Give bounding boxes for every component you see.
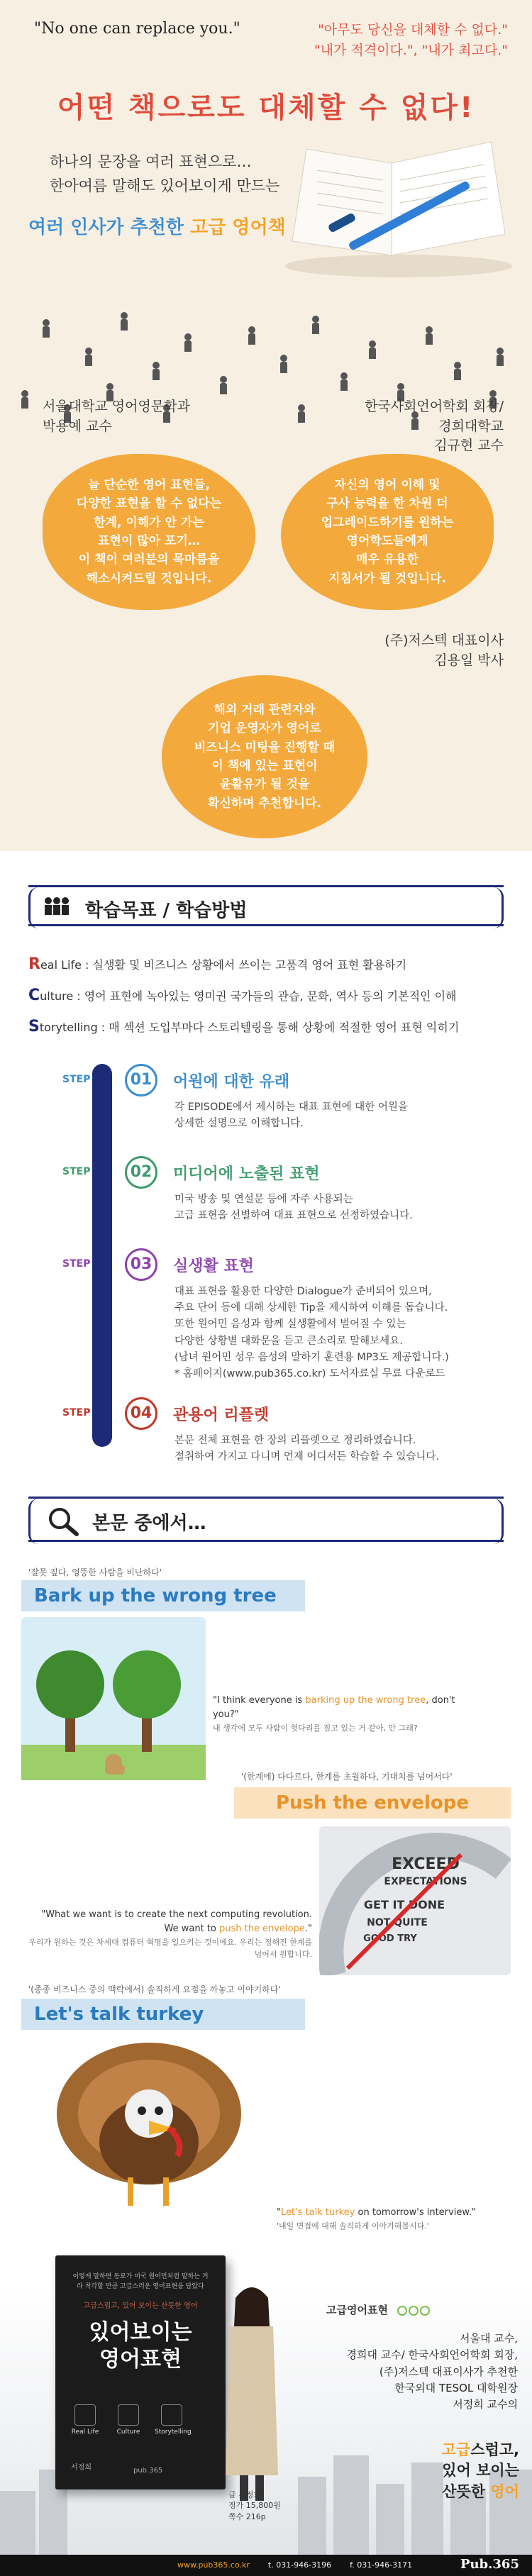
excerpt-1-banner: Bark up the wrong tree xyxy=(21,1580,305,1611)
open-book-illustration xyxy=(278,121,519,284)
book-cover-publisher: pub.365 xyxy=(133,2467,163,2475)
recommender-2-school: 경희대학교 xyxy=(438,418,504,434)
comment-line: 다양한 표현을 할 수 없다는 xyxy=(76,496,222,511)
step-body xyxy=(174,1433,501,1465)
cover-icon-storytelling xyxy=(155,2404,192,2436)
person-figure-icon xyxy=(454,362,461,380)
sign-text: EXPECTATIONS xyxy=(384,1876,467,1887)
goal-line-text: ulture : 영어 표현에 녹아있는 영미권 국가들의 관습, 문화, 역사 등의 기본적인 이해 xyxy=(40,989,457,1003)
goal-line-cap: S xyxy=(28,1018,40,1036)
magnifier-icon xyxy=(47,1506,79,1537)
comment-line: 한계, 이해가 안 가는 xyxy=(94,515,204,530)
goal-line-real-life xyxy=(28,949,511,980)
download-link[interactable]: * 홈페이지(www.pub365.co.kr) 도서자료실 무료 다운로드 xyxy=(174,1367,445,1379)
step-body-line: 또한 원어민 음성과 함께 실생활에서 벌어질 수 있는 xyxy=(174,1318,406,1331)
person-figure-icon xyxy=(426,326,433,345)
tagline-text-2: 있어 보이는 xyxy=(442,2462,519,2480)
excerpt-1-quote-highlight: barking up the wrong tree xyxy=(305,1695,426,1706)
book-cover-title-line2: 영어표현 xyxy=(99,2346,182,2372)
footer-site[interactable] xyxy=(177,2560,250,2570)
goal-line-storytelling xyxy=(28,1011,511,1043)
tagline-text-3: 산뜻한 xyxy=(442,2482,491,2500)
step-label: STEP xyxy=(62,1407,91,1419)
recommender-1-person: 박용예 교수 xyxy=(43,418,112,434)
goals-title-bar xyxy=(28,885,504,926)
step-body xyxy=(174,1284,501,1382)
goal-line-culture xyxy=(28,980,511,1011)
recommender-3-name xyxy=(384,631,504,670)
step-title: 관용어 리플렛 xyxy=(173,1406,270,1424)
excerpt-2-quote-highlight: push the envelope xyxy=(219,1923,305,1935)
people-icon xyxy=(43,896,71,917)
series-brand-label: 고급영어표현 xyxy=(326,2304,388,2316)
recommender-3-person: 김용일 박사 xyxy=(434,652,504,668)
goal-line-text: torytelling : 매 섹션 도입부마다 스토리텔링을 통해 상황에 적절한 영어 표현 익히기 xyxy=(39,1021,460,1034)
author-desc-line: 서정희 교수의 xyxy=(453,2398,518,2411)
excerpt-3-quote xyxy=(277,2206,504,2232)
quote-english: "No one can replace you." xyxy=(34,20,240,38)
excerpt-2-quote-a: "What we want is to create the next computing revolution. We want to xyxy=(41,1909,312,1935)
author-photo xyxy=(220,2277,284,2504)
person-figure-icon xyxy=(220,376,227,394)
goals-title: 학습목표 / 학습방법 xyxy=(85,900,248,921)
comment-line: 비즈니스 미팅을 진행할 때 xyxy=(194,740,336,755)
person-figure-icon xyxy=(369,340,376,359)
person-figure-icon xyxy=(298,404,305,423)
quote-korean-line2: "내가 적격이다.", "내가 최고다." xyxy=(314,42,508,58)
step-label: STEP xyxy=(62,1166,91,1177)
step-title: 미디어에 노출된 표현 xyxy=(173,1165,320,1183)
recommender-1-name xyxy=(43,397,190,436)
excerpt-3-quote-b: on tomorrow's interview." xyxy=(355,2207,476,2218)
cover-icon-label: Culture xyxy=(116,2428,140,2436)
step-number: 04 xyxy=(125,1397,157,1430)
excerpt-1-quote-korean: 내 생각에 모두 사람이 헛다리를 짚고 있는 거 같아, 안 그래? xyxy=(213,1723,418,1733)
footer-bar xyxy=(0,2555,532,2576)
goal-line-cap: R xyxy=(28,955,40,973)
step-body-line: 대표 표현을 활용한 다양한 Dialogue가 준비되어 있으며, xyxy=(174,1286,432,1297)
quote-korean-line1: "아무도 당신을 대체할 수 없다." xyxy=(318,22,508,38)
excerpt-3-quote-korean: '내일 면접에 대해 솔직하게 이야기해봅시다.' xyxy=(277,2221,429,2231)
step-body-line: 주요 단어 등에 대해 상세한 Tip을 제시하여 이해를 돕습니다. xyxy=(174,1302,448,1314)
author-desc-line: 서울대 교수, xyxy=(460,2332,518,2345)
comment-line: 확신하며 추천합니다. xyxy=(207,796,322,811)
goals-section xyxy=(0,851,532,1489)
hero-section xyxy=(0,0,532,851)
product-section xyxy=(0,2273,532,2576)
series-dots-icon xyxy=(396,2304,430,2316)
publisher-logo: Pub.365 xyxy=(460,2557,519,2572)
excerpt-3-meaning: '(종종 비즈니스 중의 맥락에서) 솔직하게 요점을 까놓고 이야기하다' xyxy=(28,1984,281,1994)
step-body-line: 각 EPISODE에서 제시하는 대표 표현에 대한 어원을 xyxy=(174,1101,408,1113)
step-body-line: 절취하여 가지고 다니며 언제 어디서든 학습할 수 있습니다. xyxy=(174,1451,440,1463)
step-body-line: 미국 방송 및 연설문 등에 자주 사용되는 xyxy=(174,1194,353,1205)
speedometer-illustration xyxy=(319,1826,511,1975)
author-desc-line: (주)저스텍 대표이사가 추천한 xyxy=(379,2365,518,2378)
comment-line: 영어학도들에게 xyxy=(346,534,428,548)
cover-icon-label: Storytelling xyxy=(155,2428,192,2436)
step-number: 02 xyxy=(125,1156,157,1189)
step-body-line: 다양한 상황별 대화문을 듣고 큰소리로 말해보세요. xyxy=(174,1335,403,1347)
footer-tel: t. 031-946-3196 xyxy=(267,2560,332,2570)
author-description xyxy=(333,2331,518,2413)
book-cover-author: 서정희 xyxy=(71,2464,92,2472)
recommender-1-comment xyxy=(43,454,255,610)
step-label: STEP xyxy=(62,1258,91,1270)
person-figure-icon xyxy=(340,372,348,391)
hero-recommended-line xyxy=(28,213,286,239)
excerpt-3-banner: Let's talk turkey xyxy=(21,1999,305,2030)
comment-line: 기업 운영자가 영어로 xyxy=(208,721,321,736)
goal-line-text: eal Life : 실생활 및 비즈니스 상황에서 쓰이는 고품격 영어 표현 활용하기 xyxy=(40,958,407,972)
recommender-3-affiliation: (주)저스텍 대표이사 xyxy=(384,633,504,648)
sign-text: NOT QUITE xyxy=(367,1917,428,1928)
step-body xyxy=(174,1192,501,1224)
hero-subtitle xyxy=(50,150,279,198)
culture-icon xyxy=(118,2404,139,2426)
comment-line: 지침서가 될 것입니다. xyxy=(328,571,447,586)
cover-icon-culture xyxy=(111,2404,145,2436)
excerpt-2-quote xyxy=(28,1908,312,1960)
comment-line: 해외 거래 관련자와 xyxy=(214,702,316,717)
excerpt-1-meaning: '잘못 짚다, 엉뚱한 사람을 비난하다' xyxy=(28,1567,162,1577)
goal-lines xyxy=(28,949,511,1043)
person-figure-icon xyxy=(153,362,160,380)
person-figure-icon xyxy=(312,316,319,334)
cover-icon-label: Real Life xyxy=(71,2428,99,2436)
step-body xyxy=(174,1099,501,1132)
comment-line: 매우 유용한 xyxy=(355,553,419,567)
sign-text: GOOD TRY xyxy=(363,1933,417,1944)
step-body-line: 고급 표현을 선별하여 대표 표현으로 선정하였습니다. xyxy=(174,1210,413,1222)
person-figure-icon xyxy=(248,326,255,345)
excerpt-1-quote xyxy=(213,1694,482,1734)
excerpt-1-quote-b: , don't you?" xyxy=(213,1695,455,1721)
comment-line: 이 책에 있는 표현이 xyxy=(211,759,318,773)
person-figure-icon xyxy=(497,348,504,366)
tagline-highlight-2: 영어 xyxy=(490,2482,519,2500)
real-life-icon xyxy=(74,2404,96,2426)
excerpt-2-banner: Push the envelope xyxy=(234,1787,511,1819)
footer-fax: f. 031-946-3171 xyxy=(350,2560,413,2570)
tagline-highlight-1: 고급 xyxy=(441,2441,471,2458)
person-figure-icon xyxy=(21,390,28,409)
recommender-2-name xyxy=(365,397,504,456)
book-cover-tagline: 이렇게 말하면 동료가 미국 원어민처럼 말하는 거라 착각할 만큼 고급스러운 영어표현을 담았다 xyxy=(72,2273,209,2290)
cover-icon-real-life xyxy=(68,2404,102,2436)
recommender-2-person: 김규현 교수 xyxy=(434,438,504,454)
book-cover xyxy=(55,2255,226,2489)
step-number: 03 xyxy=(125,1248,157,1281)
step-body-line: 상세한 설명으로 이해합니다. xyxy=(174,1118,304,1130)
steps-timeline xyxy=(92,1064,112,1447)
footer-contacts xyxy=(177,2560,412,2570)
excerpt-2-meaning: '(한계에) 다다르다, 한계를 초월하다, 기대치를 넘어서다' xyxy=(241,1772,453,1782)
hero-recommended-highlight: 고급 영어책 xyxy=(190,217,286,238)
storytelling-icon xyxy=(161,2404,182,2426)
footer-site-link[interactable]: www.pub365.co.kr xyxy=(177,2560,250,2570)
person-figure-icon xyxy=(184,333,192,352)
series-brand xyxy=(326,2302,430,2317)
excerpt-3-quote-a: " xyxy=(277,2207,281,2218)
excerpt-2-quote-b: ." xyxy=(304,1923,312,1935)
step-body-line: 본문 전체 표현을 한 장의 리플렛으로 정리하였습니다. xyxy=(174,1435,416,1446)
recommender-1-affiliation: 서울대학교 영어영문학과 xyxy=(43,399,190,414)
recommender-2-affiliation: 한국사회언어학회 회장/ xyxy=(365,399,504,414)
comment-line: 자신의 영어 이해 및 xyxy=(334,477,440,492)
person-figure-icon xyxy=(121,312,128,331)
book-cover-title xyxy=(55,2319,226,2372)
author-desc-line: 경희대 교수/ 한국사회언어학회 회장, xyxy=(346,2348,518,2362)
person-figure-icon xyxy=(85,348,92,366)
comment-line: 업그레이드하기를 원하는 xyxy=(321,515,454,530)
book-pages-line: 쪽수 216p xyxy=(228,2511,266,2521)
sign-text: GET IT DONE xyxy=(363,1898,445,1911)
sign-text: EXCEED xyxy=(392,1855,460,1873)
book-cover-subtitle: 고급스럽고, 있어 보이는 산뜻한 영어 xyxy=(83,2302,198,2310)
author-desc-line: 한국외대 TESOL 대학원장 xyxy=(394,2381,518,2394)
hero-subtitle-line2: 한아여름 말해도 있어보이게 만드는 xyxy=(50,177,280,194)
quote-korean xyxy=(281,20,508,60)
recommender-2-comment xyxy=(281,454,494,610)
hero-headline: 어떤 책으로도 대체할 수 없다! xyxy=(57,91,475,124)
book-cover-title-line1: 있어보이는 xyxy=(89,2320,192,2345)
comment-line: 해소시켜드릴 것입니다. xyxy=(86,571,212,586)
book-info xyxy=(228,2489,281,2522)
step-body-line: (남녀 원어민 성우 음성의 말하기 훈련용 MP3도 제공합니다.) xyxy=(174,1351,449,1363)
turkey-illustration xyxy=(43,2036,255,2220)
excerpts-section xyxy=(0,1489,532,2284)
trees-illustration xyxy=(21,1617,206,1780)
book-price-line: 정가 15,800원 xyxy=(228,2501,281,2511)
recommender-3-comment xyxy=(162,675,367,838)
comment-line: 윤활유가 될 것을 xyxy=(219,777,310,792)
person-figure-icon xyxy=(280,355,287,373)
step-number: 01 xyxy=(125,1064,157,1097)
product-tagline xyxy=(333,2440,519,2502)
step-label: STEP xyxy=(62,1074,91,1085)
person-figure-icon xyxy=(43,319,50,338)
tagline-text-1: 스럽고, xyxy=(470,2441,519,2458)
excerpts-title-bar xyxy=(28,1497,504,1542)
comment-line: 이 책이 여러분의 목마름을 xyxy=(78,553,220,567)
comment-line: 구사 능력을 한 차원 더 xyxy=(326,496,448,511)
excerpt-3-quote-highlight: Let's talk turkey xyxy=(280,2207,355,2218)
book-author-line: 글 서정희 xyxy=(228,2490,262,2499)
excerpt-1-quote-a: "I think everyone is xyxy=(213,1695,306,1706)
excerpt-2-quote-korean: 우리가 원하는 것은 차세대 컴퓨터 혁명을 일으키는 것이에요. 우리는 정해진 한계를 넘어서 원합니다. xyxy=(28,1938,312,1960)
step-title: 어원에 대한 유래 xyxy=(173,1073,290,1091)
book-cover-icons xyxy=(68,2404,192,2436)
comment-line: 늘 단순한 영어 표현들, xyxy=(87,477,210,492)
excerpts-title: 본문 중에서… xyxy=(92,1513,206,1534)
comment-line: 표현이 많아 포기… xyxy=(98,534,200,548)
hero-recommended-text: 여러 인사가 추천한 xyxy=(28,217,191,238)
hero-subtitle-line1: 하나의 문장을 여러 표현으로… xyxy=(50,153,252,170)
step-title: 실생활 표현 xyxy=(173,1258,254,1275)
goal-line-cap: C xyxy=(28,987,40,1004)
